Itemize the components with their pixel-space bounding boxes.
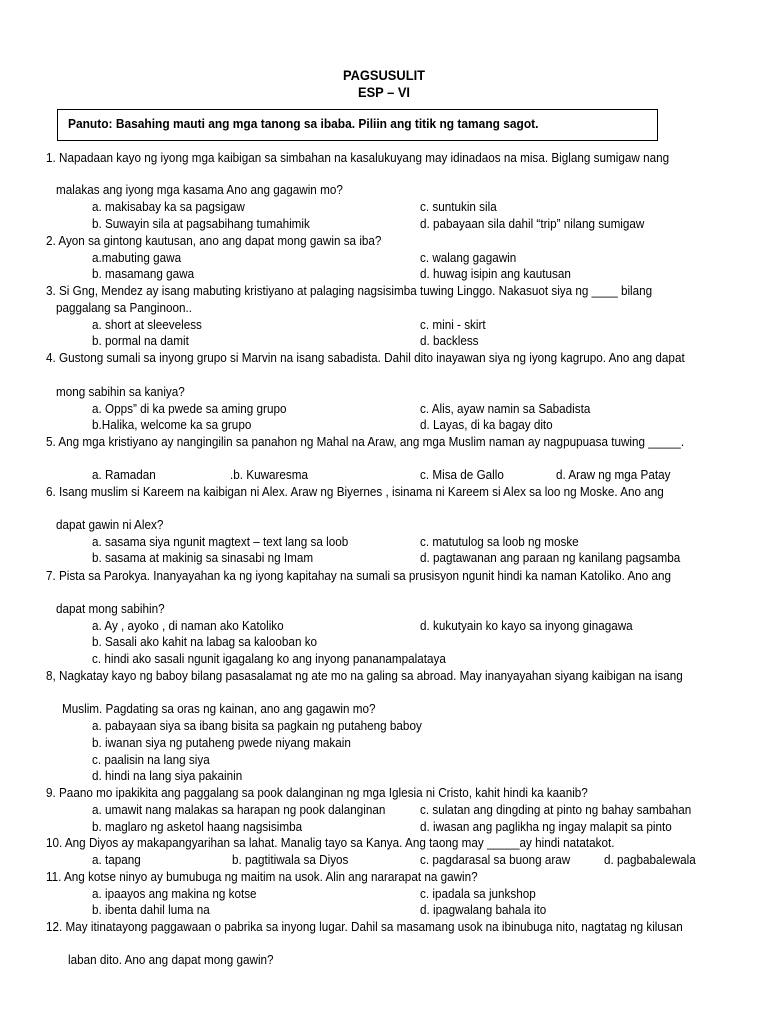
question-2-choice-c: c. walang gagawin <box>420 250 517 265</box>
question-4-line-1: 4. Gustong sumali sa inyong grupo si Marvin na isang sabadista. Dahil dito inayawan siya ng iyong kagrupo. Ano ang dapat <box>46 350 685 365</box>
question-3-choice-a: a. short at sleeveless <box>92 317 202 332</box>
question-1-choice-a: a. makisabay ka sa pagsigaw <box>92 199 245 214</box>
instructions-text: Panuto: Basahing mauti ang mga tanong sa ibaba. Piliin ang titik ng tamang sagot. <box>68 116 539 131</box>
question-3-choice-c: c. mini - skirt <box>420 317 486 332</box>
question-6-choice-d: d. pagtawanan ang paraan ng kanilang pagsamba <box>420 550 681 565</box>
question-7-choice-d: d. kukutyain ko kayo sa inyong ginagawa <box>420 618 633 633</box>
question-4-choice-c: c. Alis, ayaw namin sa Sabadista <box>420 401 591 416</box>
question-5-choice-a: a. Ramadan <box>92 467 156 482</box>
question-10-choice-c: c. pagdarasal sa buong araw <box>420 852 571 867</box>
question-8-choice-c: c. paalisin na lang siya <box>92 752 210 767</box>
question-2-choice-d: d. huwag isipin ang kautusan <box>420 266 571 281</box>
question-6-line-2: dapat gawin ni Alex? <box>56 517 164 532</box>
question-3-line-2: paggalang sa Panginoon.. <box>56 300 192 315</box>
question-1-choice-c: c. suntukin sila <box>420 199 497 214</box>
question-2-choice-a: a.mabuting gawa <box>92 250 182 265</box>
question-10-line-1: 10. Ang Diyos ay makapangyarihan sa lahat. Manalig tayo sa Kanya. Ang taong may _____ay hindi natatakot. <box>46 835 615 850</box>
page-subtitle: ESP – VI <box>357 84 411 100</box>
question-9-choice-c: c. sulatan ang dingding at pinto ng bahay sambahan <box>420 802 692 817</box>
question-3-line-1: 3. Si Gng, Mendez ay isang mabuting kristiyano at palaging nagsisimba tuwing Linggo. Nakasuot siya ng ____ bilang <box>46 283 653 298</box>
question-12-line-2: laban dito. Ano ang dapat mong gawin? <box>68 952 274 967</box>
question-4-choice-a: a. Opps” di ka pwede sa aming grupo <box>92 401 287 416</box>
question-1-choice-b: b. Suwayin sila at pagsabihang tumahimik <box>92 216 310 231</box>
question-9-line-1: 9. Paano mo ipakikita ang paggalang sa pook dalanginan ng mga Iglesia ni Cristo, kahit hindi ka kaanib? <box>46 785 588 800</box>
question-7-choice-c: c. hindi ako sasali ngunit igagalang ko ang inyong pananampalataya <box>92 651 446 666</box>
question-4-choice-d: d. Layas, di ka bagay dito <box>420 417 553 432</box>
question-8-choice-b: b. iwanan siya ng putaheng pwede niyang makain <box>92 735 351 750</box>
question-3-choice-d: d. backless <box>420 333 479 348</box>
question-3-choice-b: b. pormal na damit <box>92 333 189 348</box>
question-5-choice-c: c. Misa de Gallo <box>420 467 504 482</box>
question-2-line-1: 2. Ayon sa gintong kautusan, ano ang dapat mong gawin sa iba? <box>46 233 382 248</box>
question-11-choice-c: c. ipadala sa junkshop <box>420 886 536 901</box>
question-1-choice-d: d. pabayaan sila dahil “trip” nilang sumigaw <box>420 216 645 231</box>
question-1-line-2: malakas ang iyong mga kasama Ano ang gagawin mo? <box>56 182 343 197</box>
question-8-line-2: Muslim. Pagdating sa oras ng kainan, ano ang gagawin mo? <box>62 701 376 716</box>
question-4-line-2: mong sabihin sa kaniya? <box>56 384 185 399</box>
question-11-line-1: 11. Ang kotse ninyo ay bumubuga ng maitim na usok. Alin ang nararapat na gawin? <box>46 869 478 884</box>
question-8-choice-a: a. pabayaan siya sa ibang bisita sa pagkain ng putaheng baboy <box>92 718 422 733</box>
question-6-choice-c: c. matutulog sa loob ng moske <box>420 534 579 549</box>
question-5-line-1: 5. Ang mga kristiyano ay nangingilin sa panahon ng Mahal na Araw, ang mga Muslim naman ay nagpupuasa tuwing _____. <box>46 434 685 449</box>
question-4-choice-b: b.Halika, welcome ka sa grupo <box>92 417 252 432</box>
question-6-choice-a: a. sasama siya ngunit magtext – text lang sa loob <box>92 534 349 549</box>
page-title: PAGSUSULIT <box>342 67 426 83</box>
question-1-line-1: 1. Napadaan kayo ng iyong mga kaibigan sa simbahan na kasalukuyang may idinadaos na misa. Biglang sumigaw nang <box>46 150 670 165</box>
question-8-choice-d: d. hindi na lang siya pakainin <box>92 768 243 783</box>
question-11-choice-d: d. ipagwalang bahala ito <box>420 902 547 917</box>
question-2-choice-b: b. masamang gawa <box>92 266 195 281</box>
question-9-choice-b: b. maglaro ng asketol haang nagsisimba <box>92 819 303 834</box>
question-6-line-1: 6. Isang muslim si Kareem na kaibigan ni Alex. Araw ng Biyernes , isinama ni Kareem si Alex sa loo ng Moske. Ano ang <box>46 484 664 499</box>
question-10-choice-d: d. pagbabalewala <box>604 852 696 867</box>
question-10-choice-a: a. tapang <box>92 852 141 867</box>
question-11-choice-b: b. ibenta dahil luma na <box>92 902 210 917</box>
instructions-box <box>57 109 658 141</box>
question-9-choice-a: a. umawit nang malakas sa harapan ng pook dalanginan <box>92 802 386 817</box>
question-8-line-1: 8, Nagkatay kayo ng baboy bilang pasasalamat ng ate mo na galing sa abroad. May inanyayahan siyang kaibigan na isang <box>46 668 683 683</box>
question-6-choice-b: b. sasama at makinig sa sinasabi ng Imam <box>92 550 314 565</box>
question-7-choice-a: a. Ay , ayoko , di naman ako Katoliko <box>92 618 284 633</box>
question-12-line-1: 12. May itinatayong paggawaan o pabrika sa inyong lugar. Dahil sa masamang usok na ibinubuga nito, nagtatag ng kilusan <box>46 919 683 934</box>
question-7-choice-b: b. Sasali ako kahit na labag sa kalooban ko <box>92 634 318 649</box>
question-9-choice-d: d. iwasan ang paglikha ng ingay malapit sa pinto <box>420 819 672 834</box>
question-7-line-1: 7. Pista sa Parokya. Inanyayahan ka ng iyong kapitahay na sumali sa prusisyon ngunit hindi ka naman Katoliko. Ano ang <box>46 568 672 583</box>
question-11-choice-a: a. ipaayos ang makina ng kotse <box>92 886 257 901</box>
question-7-line-2: dapat mong sabihin? <box>56 601 165 616</box>
question-5-choice-d: d. Araw ng mga Patay <box>556 467 671 482</box>
question-5-choice-b: .b. Kuwaresma <box>230 467 309 482</box>
question-10-choice-b: b. pagtitiwala sa Diyos <box>232 852 349 867</box>
